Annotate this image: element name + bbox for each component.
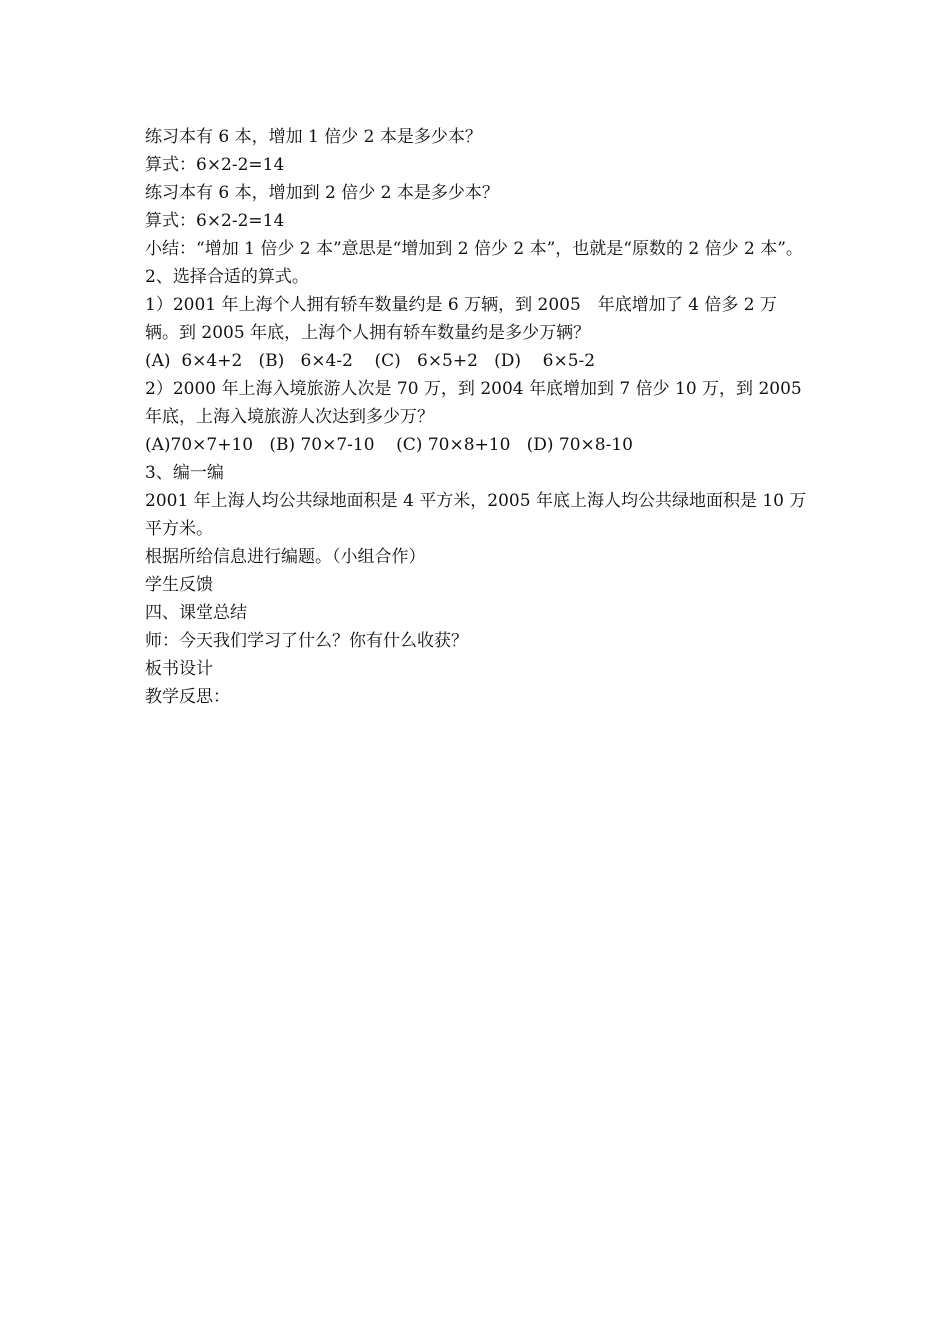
document-body (145, 123, 810, 711)
section-heading-compose: 3、编一编 (145, 463, 224, 483)
blackboard-design: 板书设计 (145, 659, 213, 679)
formula-1: 算式：6×2-2=14 (145, 155, 285, 175)
compose-instruction: 根据所给信息进行编题。（小组合作） (145, 547, 426, 567)
student-feedback: 学生反馈 (145, 575, 213, 595)
teaching-reflection: 教学反思： (145, 687, 230, 707)
teacher-question: 师：今天我们学习了什么？你有什么收获？ (145, 631, 468, 651)
section-heading-choose-formula: 2、选择合适的算式。 (145, 267, 309, 287)
question-text-2: 练习本有 6 本，增加到 2 倍少 2 本是多少本？ (145, 183, 499, 203)
section-heading-summary: 四、课堂总结 (145, 603, 247, 623)
problem-1-text: 1）2001 年上海个人拥有轿车数量约是 6 万辆，到 2005 年底增加了 4 倍多 2 万辆。到 2005 年底，上海个人拥有轿车数量约是多少万辆？ (145, 295, 778, 343)
question-text-1: 练习本有 6 本，增加 1 倍少 2 本是多少本？ (145, 127, 482, 147)
problem-2-options: (A)70×7+10 (B) 70×7-10 (C) 70×8+10 (D) 70×8-10 (145, 435, 633, 455)
summary-paragraph: 小结：“增加 1 倍少 2 本”意思是“增加到 2 倍少 2 本”，也就是“原数的 2 倍少 2 本”。 (145, 239, 803, 259)
problem-1-options: (A) 6×4+2 (B) 6×4-2 (C) 6×5+2 (D) 6×5-2 (145, 351, 596, 371)
problem-2-text: 2）2000 年上海入境旅游人次是 70 万，到 2004 年底增加到 7 倍少 10 万，到 2005 年底，上海入境旅游人次达到多少万？ (145, 379, 802, 427)
green-space-info: 2001 年上海人均公共绿地面积是 4 平方米，2005 年底上海人均公共绿地面积是 10 万平方米。 (145, 491, 807, 539)
formula-2: 算式：6×2-2=14 (145, 211, 285, 231)
